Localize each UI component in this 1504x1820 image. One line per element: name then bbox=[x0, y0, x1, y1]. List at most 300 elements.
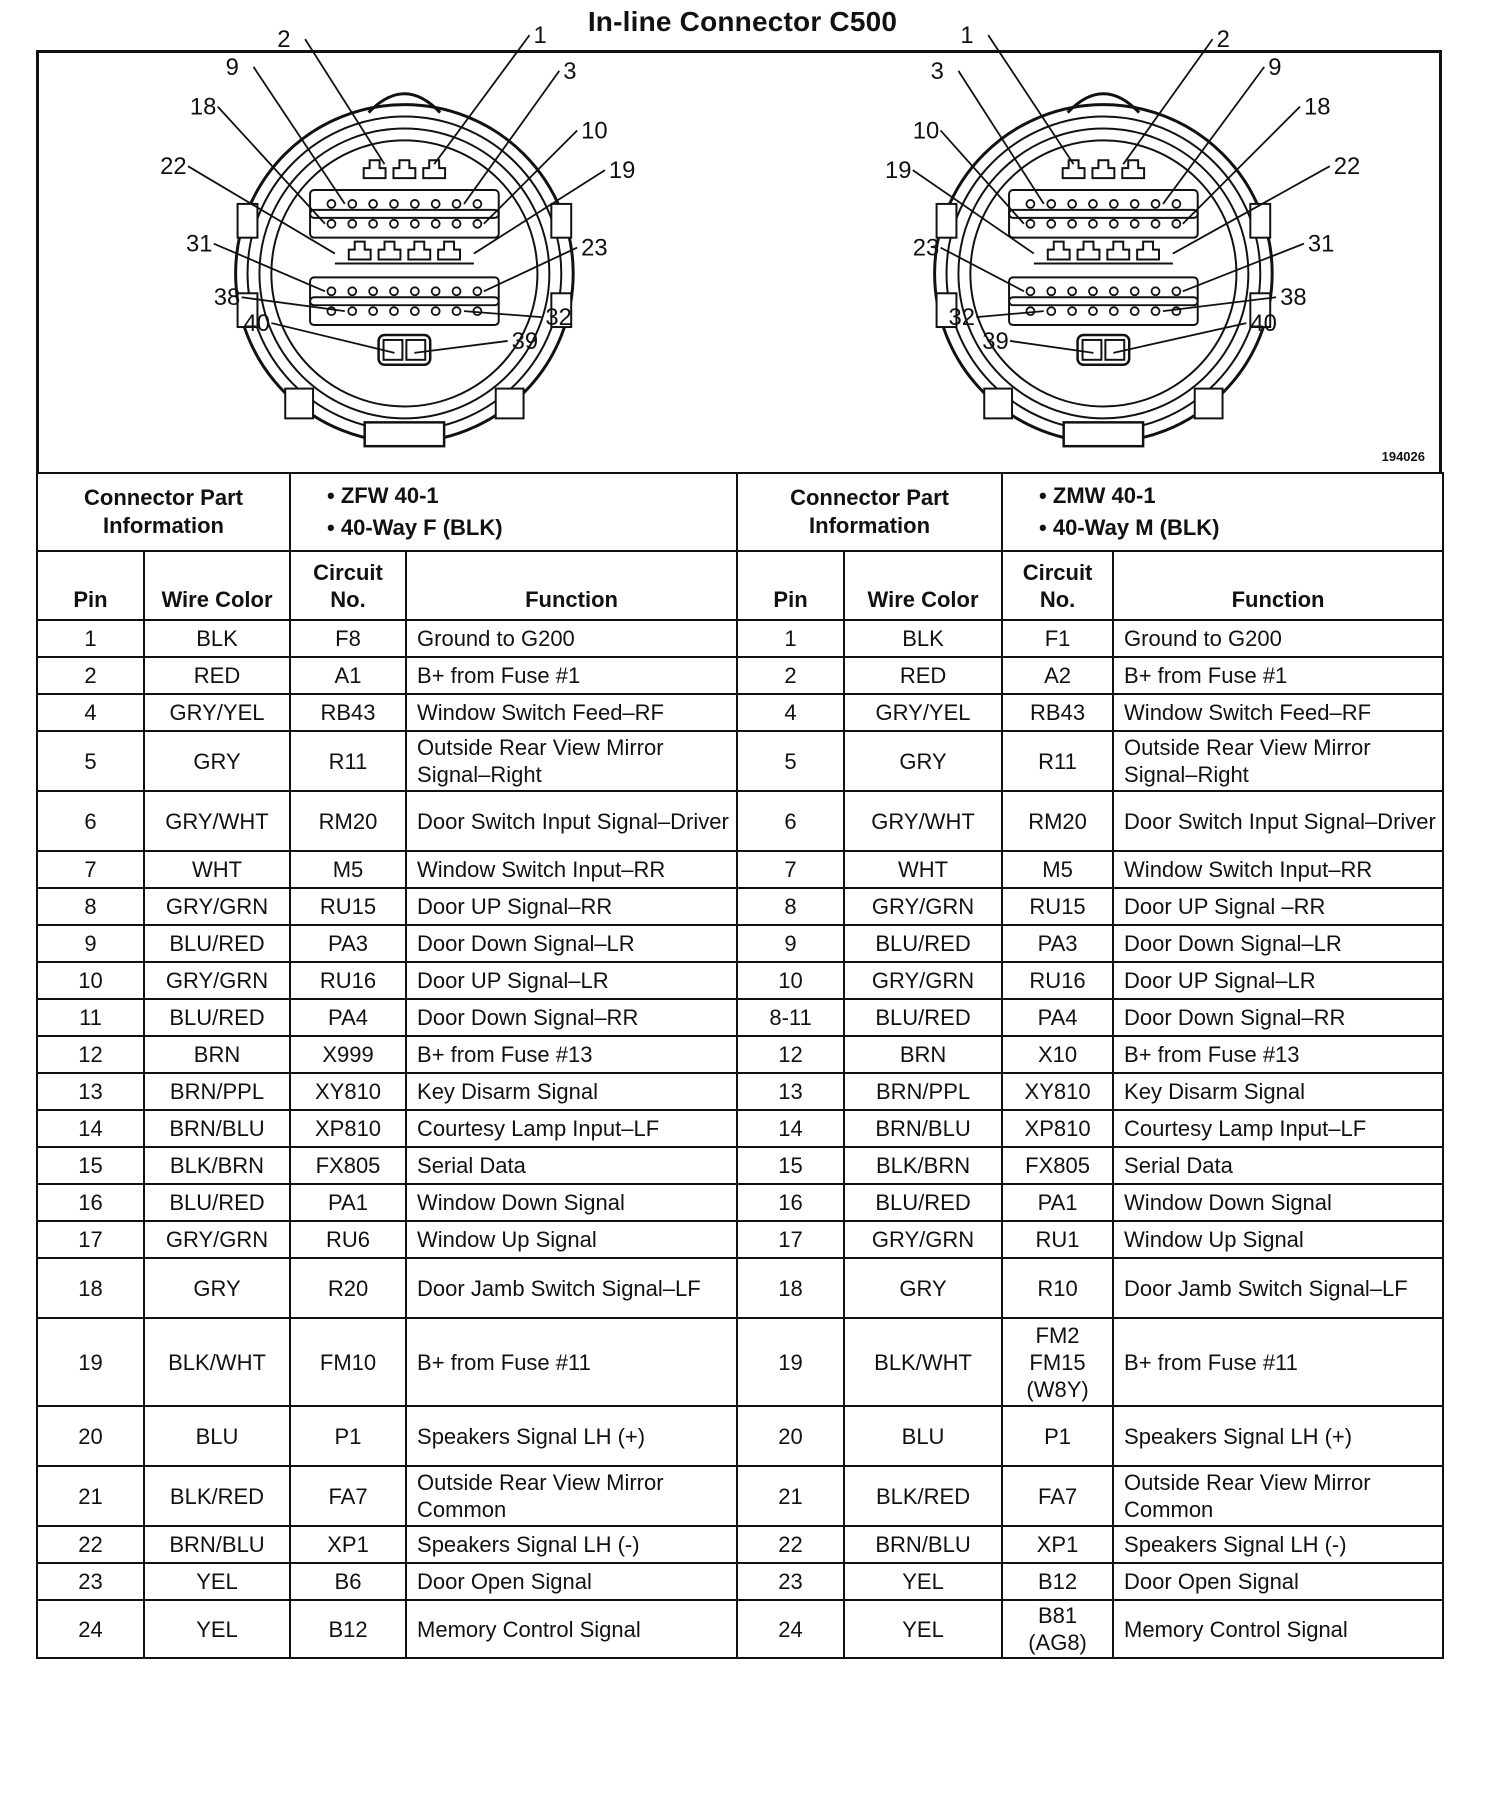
pin-callout-label: 38 bbox=[1280, 284, 1307, 312]
pin-callout-label: 18 bbox=[1303, 93, 1331, 121]
cell-circuit-left bbox=[290, 1466, 406, 1526]
cell-wire-color-left: GRY/GRN bbox=[144, 1221, 290, 1258]
cell-function-right: Door Open Signal bbox=[1113, 1563, 1443, 1600]
cell-function-right: Window Switch Input–RR bbox=[1113, 851, 1443, 888]
circuit-number: FA7 bbox=[328, 1483, 368, 1509]
cell-circuit-right bbox=[1002, 851, 1113, 888]
callout-leader bbox=[484, 248, 577, 292]
cell-pin-left: 11 bbox=[37, 999, 144, 1036]
pin-contact bbox=[369, 200, 377, 208]
table-row bbox=[37, 1406, 1443, 1466]
pin-callout-label: 1 bbox=[960, 22, 974, 50]
cell-circuit-left bbox=[290, 657, 406, 694]
cell-wire-color-right: BRN/PPL bbox=[844, 1073, 1002, 1110]
header-wire-color-left: Wire Color bbox=[144, 551, 290, 620]
circuit-number: R20 bbox=[327, 1275, 369, 1301]
circuit-number: XY810 bbox=[314, 1079, 382, 1104]
info-right bbox=[1002, 473, 1443, 551]
circuit-number: RB43 bbox=[1030, 700, 1086, 725]
table-row bbox=[37, 694, 1443, 731]
table-row bbox=[37, 731, 1443, 791]
cell-pin-right: 12 bbox=[737, 1036, 844, 1073]
table-row bbox=[37, 851, 1443, 888]
connector-key bbox=[1064, 422, 1143, 446]
pin-callout-label: 32 bbox=[545, 304, 572, 332]
cell-circuit-right bbox=[1002, 657, 1113, 694]
pin-contact bbox=[348, 287, 356, 295]
cell-wire-color-left: BRN/BLU bbox=[144, 1110, 290, 1147]
cell-function-right: B+ from Fuse #11 bbox=[1113, 1318, 1443, 1406]
pin-contact bbox=[453, 307, 461, 315]
cell-circuit-right bbox=[1002, 1466, 1113, 1526]
cell-circuit-right bbox=[1002, 962, 1113, 999]
cell-function-left: Window Up Signal bbox=[406, 1221, 737, 1258]
terminal-large bbox=[406, 340, 425, 360]
cell-function-left: Door Switch Input Signal–Driver bbox=[406, 791, 737, 851]
cell-circuit-left bbox=[290, 1073, 406, 1110]
circuit-number: M5 bbox=[332, 857, 364, 882]
connector-key bbox=[285, 389, 313, 419]
cell-function-right: B+ from Fuse #1 bbox=[1113, 657, 1443, 694]
cell-circuit-left bbox=[290, 1036, 406, 1073]
table-row bbox=[37, 791, 1443, 851]
circuit-number: F8 bbox=[335, 626, 361, 651]
cell-function-left: B+ from Fuse #1 bbox=[406, 657, 737, 694]
pin-contact bbox=[369, 220, 377, 228]
cell-wire-color-right: BLU/RED bbox=[844, 999, 1002, 1036]
circuit-number: B12 bbox=[1037, 1569, 1078, 1594]
pin-contact bbox=[432, 220, 440, 228]
table-row bbox=[37, 1258, 1443, 1318]
connector-ring bbox=[271, 140, 537, 406]
cell-pin-right: 10 bbox=[737, 962, 844, 999]
circuit-number: RU16 bbox=[319, 968, 377, 993]
cell-circuit-left bbox=[290, 731, 406, 791]
table-row bbox=[37, 1526, 1443, 1563]
cell-circuit-right bbox=[1002, 731, 1113, 791]
pin-contact bbox=[432, 200, 440, 208]
pin-contact bbox=[453, 200, 461, 208]
cell-function-left: B+ from Fuse #13 bbox=[406, 1036, 737, 1073]
cell-circuit-left bbox=[290, 1318, 406, 1406]
table-row bbox=[37, 1600, 1443, 1658]
cell-wire-color-left: YEL bbox=[144, 1600, 290, 1658]
cell-wire-color-left: BLK bbox=[144, 620, 290, 657]
circuit-number: FM10 bbox=[319, 1349, 377, 1375]
cell-circuit-right bbox=[1002, 999, 1113, 1036]
pin-contact bbox=[369, 307, 377, 315]
pin-contact bbox=[390, 220, 398, 228]
info-right-type: • 40-Way M (BLK) bbox=[1039, 512, 1436, 544]
pin-callout-label: 3 bbox=[563, 57, 577, 85]
circuit-number: PA4 bbox=[1037, 1005, 1078, 1030]
cell-circuit-left bbox=[290, 694, 406, 731]
cell-function-left: Memory Control Signal bbox=[406, 1600, 737, 1658]
header-pin-left: Pin bbox=[37, 551, 144, 620]
cell-function-left: Window Down Signal bbox=[406, 1184, 737, 1221]
cell-pin-left: 12 bbox=[37, 1036, 144, 1073]
cell-wire-color-left: BRN bbox=[144, 1036, 290, 1073]
cell-wire-color-right: YEL bbox=[844, 1563, 1002, 1600]
header-function-left: Function bbox=[406, 551, 737, 620]
circuit-number: RU1 bbox=[1035, 1227, 1080, 1252]
callout-leader bbox=[1123, 39, 1212, 164]
circuit-number: RU16 bbox=[1029, 968, 1086, 993]
cell-wire-color-right: BLU bbox=[844, 1406, 1002, 1466]
circuit-number: RM20 bbox=[1028, 808, 1087, 834]
table-row bbox=[37, 1221, 1443, 1258]
cell-circuit-right bbox=[1002, 694, 1113, 731]
cell-wire-color-left: BLU/RED bbox=[144, 999, 290, 1036]
cell-circuit-right bbox=[1002, 1406, 1113, 1466]
pin-contact bbox=[411, 200, 419, 208]
cell-wire-color-right: GRY/YEL bbox=[844, 694, 1002, 731]
cell-wire-color-right: BRN bbox=[844, 1036, 1002, 1073]
pin-callout-label: 31 bbox=[1307, 230, 1335, 258]
cell-circuit-left bbox=[290, 888, 406, 925]
cell-function-right: Window Up Signal bbox=[1113, 1221, 1443, 1258]
pin-contact bbox=[327, 287, 335, 295]
info-left-type: • 40-Way F (BLK) bbox=[327, 512, 730, 544]
cell-circuit-left bbox=[290, 1406, 406, 1466]
table-row bbox=[37, 1073, 1443, 1110]
table-row bbox=[37, 1318, 1443, 1406]
cell-function-right: Door UP Signal–LR bbox=[1113, 962, 1443, 999]
cell-wire-color-left: BLK/RED bbox=[144, 1466, 290, 1526]
pin-contact bbox=[348, 200, 356, 208]
cell-circuit-right bbox=[1002, 1600, 1113, 1658]
cell-function-right: Ground to G200 bbox=[1113, 620, 1443, 657]
pin-contact bbox=[1047, 287, 1055, 295]
cell-function-left: Outside Rear View Mirror Signal–Right bbox=[406, 731, 737, 791]
table-row bbox=[37, 1184, 1443, 1221]
cell-function-left: Speakers Signal LH (+) bbox=[406, 1406, 737, 1466]
cell-function-right: B+ from Fuse #13 bbox=[1113, 1036, 1443, 1073]
cell-function-left: Door UP Signal–LR bbox=[406, 962, 737, 999]
pin-contact bbox=[473, 287, 481, 295]
cell-function-left: Window Switch Feed–RF bbox=[406, 694, 737, 731]
cell-pin-right: 2 bbox=[737, 657, 844, 694]
circuit-number: PA4 bbox=[328, 1005, 368, 1030]
pin-contact bbox=[1026, 220, 1034, 228]
pinout-rows bbox=[37, 620, 1443, 1658]
pin-contact bbox=[1068, 307, 1076, 315]
cell-circuit-right bbox=[1002, 888, 1113, 925]
cell-wire-color-left: GRY/GRN bbox=[144, 962, 290, 999]
cell-wire-color-left: GRY/WHT bbox=[144, 791, 290, 851]
info-label-text: Connector Part Information bbox=[790, 485, 949, 538]
header-wire-color-right: Wire Color bbox=[844, 551, 1002, 620]
cell-wire-color-right: BLK/WHT bbox=[844, 1318, 1002, 1406]
pin-contact bbox=[1172, 220, 1180, 228]
cell-wire-color-right: BLU/RED bbox=[844, 1184, 1002, 1221]
pin-contact bbox=[1152, 220, 1160, 228]
cell-wire-color-left: BLU/RED bbox=[144, 925, 290, 962]
cell-function-right: Door Jamb Switch Signal–LF bbox=[1113, 1258, 1443, 1318]
info-label-right bbox=[737, 473, 1002, 551]
cell-function-left: Door Open Signal bbox=[406, 1563, 737, 1600]
pin-contact bbox=[1152, 307, 1160, 315]
circuit-number: FM2 bbox=[1035, 1322, 1080, 1348]
callout-leader bbox=[941, 248, 1024, 292]
cell-pin-right: 24 bbox=[737, 1600, 844, 1658]
cell-circuit-right bbox=[1002, 1147, 1113, 1184]
terminal-large bbox=[1078, 242, 1100, 260]
callout-leader bbox=[305, 39, 384, 164]
callout-leader bbox=[271, 323, 394, 353]
cell-function-right: Courtesy Lamp Input–LF bbox=[1113, 1110, 1443, 1147]
table-row bbox=[37, 888, 1443, 925]
pin-callout-label: 22 bbox=[160, 153, 187, 181]
terminal-large bbox=[1083, 340, 1102, 360]
pin-callout-label: 2 bbox=[277, 26, 291, 54]
cell-wire-color-right: YEL bbox=[844, 1600, 1002, 1658]
pin-contact bbox=[411, 220, 419, 228]
cell-pin-right: 16 bbox=[737, 1184, 844, 1221]
pin-callout-label: 31 bbox=[185, 230, 213, 258]
pin-contact bbox=[1026, 287, 1034, 295]
pin-callout-label: 18 bbox=[189, 93, 217, 121]
header-circuit-right: Circuit No. bbox=[1002, 551, 1113, 620]
info-left bbox=[290, 473, 737, 551]
pin-contact bbox=[1089, 287, 1097, 295]
pin-callout-label: 1 bbox=[533, 22, 547, 50]
circuit-number: (W8Y) bbox=[1026, 1376, 1089, 1402]
cell-pin-left: 17 bbox=[37, 1221, 144, 1258]
header-function-right: Function bbox=[1113, 551, 1443, 620]
pin-callout-label: 3 bbox=[930, 57, 944, 85]
cell-function-right: Door Down Signal–RR bbox=[1113, 999, 1443, 1036]
cell-wire-color-left: BLU/RED bbox=[144, 1184, 290, 1221]
circuit-number: RB43 bbox=[320, 700, 376, 725]
cell-pin-right: 5 bbox=[737, 731, 844, 791]
pin-contact bbox=[1131, 287, 1139, 295]
cell-circuit-right bbox=[1002, 1036, 1113, 1073]
circuit-number: F1 bbox=[1044, 626, 1071, 651]
cell-circuit-left bbox=[290, 791, 406, 851]
cell-wire-color-right: BLK/BRN bbox=[844, 1147, 1002, 1184]
cell-function-right: Serial Data bbox=[1113, 1147, 1443, 1184]
cell-pin-left: 6 bbox=[37, 791, 144, 851]
circuit-number: FA7 bbox=[1037, 1483, 1078, 1509]
pin-contact bbox=[390, 307, 398, 315]
info-label-text: Connector Part Information bbox=[84, 485, 243, 538]
circuit-number: R11 bbox=[328, 748, 368, 774]
terminal-large bbox=[1048, 242, 1070, 260]
cell-pin-left: 9 bbox=[37, 925, 144, 962]
table-row bbox=[37, 1036, 1443, 1073]
cell-circuit-left bbox=[290, 1221, 406, 1258]
circuit-number: XP810 bbox=[1024, 1116, 1091, 1141]
cell-pin-left: 23 bbox=[37, 1563, 144, 1600]
connector-face-female bbox=[160, 22, 635, 446]
cell-wire-color-left: BLK/WHT bbox=[144, 1318, 290, 1406]
cell-function-left: B+ from Fuse #11 bbox=[406, 1318, 737, 1406]
cell-pin-left: 2 bbox=[37, 657, 144, 694]
circuit-number: RM20 bbox=[318, 808, 378, 834]
terminal-large bbox=[364, 160, 386, 178]
cell-wire-color-left: GRY/GRN bbox=[144, 888, 290, 925]
cell-function-right: Key Disarm Signal bbox=[1113, 1073, 1443, 1110]
connector-tab bbox=[551, 204, 571, 238]
cell-wire-color-right: GRY bbox=[844, 731, 1002, 791]
cell-pin-right: 4 bbox=[737, 694, 844, 731]
pin-contact bbox=[1026, 307, 1034, 315]
circuit-number: RU15 bbox=[1029, 894, 1086, 919]
cell-wire-color-right: BLK bbox=[844, 620, 1002, 657]
cell-circuit-right bbox=[1002, 1563, 1113, 1600]
cell-pin-right: 15 bbox=[737, 1147, 844, 1184]
cell-function-left: Door Down Signal–LR bbox=[406, 925, 737, 962]
pin-contact bbox=[1047, 220, 1055, 228]
cell-function-left: Key Disarm Signal bbox=[406, 1073, 737, 1110]
circuit-number: PA1 bbox=[1037, 1190, 1078, 1215]
pin-contact bbox=[432, 307, 440, 315]
cell-circuit-right bbox=[1002, 1073, 1113, 1110]
circuit-number: RU15 bbox=[319, 894, 377, 919]
pin-contact bbox=[1131, 307, 1139, 315]
cell-wire-color-left: GRY/YEL bbox=[144, 694, 290, 731]
pin-callout-label: 19 bbox=[608, 157, 636, 185]
cell-pin-right: 9 bbox=[737, 925, 844, 962]
circuit-number: A1 bbox=[334, 663, 362, 688]
cell-wire-color-right: GRY/GRN bbox=[844, 962, 1002, 999]
cell-wire-color-right: WHT bbox=[844, 851, 1002, 888]
connector-key bbox=[496, 389, 524, 419]
cell-circuit-right bbox=[1002, 1110, 1113, 1147]
cell-wire-color-right: BRN/BLU bbox=[844, 1110, 1002, 1147]
connector-latch bbox=[1068, 94, 1139, 113]
cell-circuit-right bbox=[1002, 620, 1113, 657]
cell-function-left: Window Switch Input–RR bbox=[406, 851, 737, 888]
cell-pin-right: 23 bbox=[737, 1563, 844, 1600]
pin-callout-label: 10 bbox=[581, 117, 608, 145]
callout-leader bbox=[414, 341, 507, 353]
table-row bbox=[37, 1147, 1443, 1184]
cell-circuit-right bbox=[1002, 1184, 1113, 1221]
pin-callout-label: 2 bbox=[1216, 26, 1230, 54]
terminal-large bbox=[1092, 160, 1114, 178]
pin-callout-label: 23 bbox=[912, 234, 940, 262]
pin-contact bbox=[1047, 200, 1055, 208]
info-left-part: • ZFW 40-1 bbox=[327, 480, 730, 512]
cell-pin-left: 8 bbox=[37, 888, 144, 925]
cell-wire-color-right: GRY/WHT bbox=[844, 791, 1002, 851]
cell-pin-left: 20 bbox=[37, 1406, 144, 1466]
cell-pin-left: 13 bbox=[37, 1073, 144, 1110]
pin-callout-label: 40 bbox=[243, 310, 271, 338]
info-label-left bbox=[37, 473, 290, 551]
pin-contact bbox=[348, 307, 356, 315]
cell-pin-left: 14 bbox=[37, 1110, 144, 1147]
terminal-large bbox=[349, 242, 371, 260]
terminal-large bbox=[1107, 242, 1129, 260]
pin-contact bbox=[327, 200, 335, 208]
pin-contact bbox=[1026, 200, 1034, 208]
connector-key bbox=[1195, 389, 1223, 419]
table-row bbox=[37, 657, 1443, 694]
pin-contact bbox=[473, 220, 481, 228]
pin-callout-label: 32 bbox=[948, 304, 975, 332]
connector-key bbox=[984, 389, 1012, 419]
circuit-number: XP1 bbox=[327, 1532, 369, 1557]
cell-pin-right: 14 bbox=[737, 1110, 844, 1147]
table-row bbox=[37, 925, 1443, 962]
cell-circuit-left bbox=[290, 925, 406, 962]
cell-pin-left: 16 bbox=[37, 1184, 144, 1221]
circuit-number: P1 bbox=[1044, 1423, 1071, 1449]
circuit-number: PA3 bbox=[328, 931, 368, 956]
connector-latch bbox=[369, 94, 440, 113]
cell-pin-right: 13 bbox=[737, 1073, 844, 1110]
circuit-number: X999 bbox=[322, 1042, 374, 1067]
cell-circuit-left bbox=[290, 620, 406, 657]
cell-circuit-left bbox=[290, 1110, 406, 1147]
cell-wire-color-right: BLU/RED bbox=[844, 925, 1002, 962]
cell-wire-color-right: GRY bbox=[844, 1258, 1002, 1318]
pin-callout-label: 19 bbox=[884, 157, 912, 185]
pin-contact bbox=[1131, 220, 1139, 228]
cell-wire-color-left: RED bbox=[144, 657, 290, 694]
cell-pin-right: 17 bbox=[737, 1221, 844, 1258]
cell-circuit-right bbox=[1002, 925, 1113, 962]
cell-pin-right: 8 bbox=[737, 888, 844, 925]
pin-contact bbox=[1172, 200, 1180, 208]
cell-function-right: Window Down Signal bbox=[1113, 1184, 1443, 1221]
pin-contact bbox=[390, 200, 398, 208]
connector-diagrams bbox=[39, 22, 1439, 472]
circuit-number: FX805 bbox=[1025, 1153, 1090, 1178]
pin-contact bbox=[473, 200, 481, 208]
circuit-number: XP810 bbox=[314, 1116, 382, 1141]
cell-function-left: Door UP Signal–RR bbox=[406, 888, 737, 925]
circuit-number: B6 bbox=[334, 1569, 362, 1594]
cell-pin-right: 20 bbox=[737, 1406, 844, 1466]
callout-leader bbox=[464, 71, 559, 204]
callout-leader bbox=[958, 71, 1043, 204]
cell-function-right: Speakers Signal LH (+) bbox=[1113, 1406, 1443, 1466]
pin-contact bbox=[1110, 287, 1118, 295]
table-row bbox=[37, 999, 1443, 1036]
pin-contact bbox=[432, 287, 440, 295]
pin-contact bbox=[1047, 307, 1055, 315]
cell-wire-color-left: BRN/PPL bbox=[144, 1073, 290, 1110]
table-row bbox=[37, 620, 1443, 657]
cell-pin-left: 21 bbox=[37, 1466, 144, 1526]
pin-row-housing bbox=[310, 277, 499, 305]
pin-row-housing bbox=[1009, 210, 1198, 238]
callout-leader bbox=[1010, 341, 1093, 353]
figure-id: 194026 bbox=[1381, 449, 1425, 464]
connector-diagram-panel bbox=[36, 22, 1442, 472]
cell-function-left: Serial Data bbox=[406, 1147, 737, 1184]
cell-pin-right: 19 bbox=[737, 1318, 844, 1406]
cell-pin-left: 5 bbox=[37, 731, 144, 791]
pin-contact bbox=[1110, 200, 1118, 208]
cell-wire-color-left: BRN/BLU bbox=[144, 1526, 290, 1563]
cell-wire-color-left: BLK/BRN bbox=[144, 1147, 290, 1184]
cell-pin-right: 21 bbox=[737, 1466, 844, 1526]
cell-wire-color-right: RED bbox=[844, 657, 1002, 694]
cell-function-left: Door Down Signal–RR bbox=[406, 999, 737, 1036]
pinout-table bbox=[36, 472, 1444, 1659]
pin-callout-label: 23 bbox=[581, 234, 608, 262]
circuit-number: B81 bbox=[1037, 1603, 1078, 1628]
cell-circuit-right bbox=[1002, 1221, 1113, 1258]
callout-leader bbox=[988, 35, 1073, 164]
cell-function-left: Courtesy Lamp Input–LF bbox=[406, 1110, 737, 1147]
pin-contact bbox=[1152, 287, 1160, 295]
